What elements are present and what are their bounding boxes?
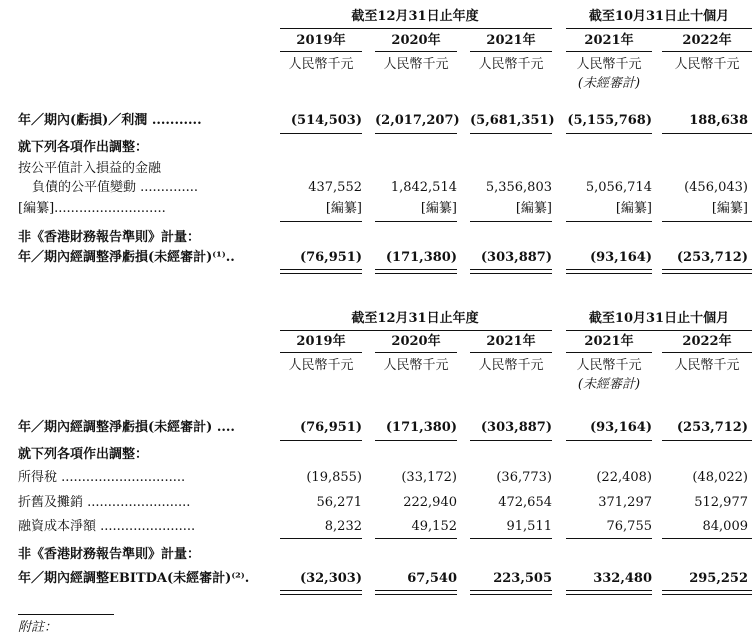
t2-row-rule: [280, 440, 362, 441]
t1-group-header-years: 截至12月31日止年度: [351, 9, 479, 24]
t1-row-rule: [375, 221, 457, 222]
t1-year-header: 2021年: [486, 33, 536, 48]
t1-row-label: [編纂]...........................: [18, 201, 166, 216]
t1-section-label: 非《香港財務報告準則》計量：: [18, 230, 201, 245]
t2-cell: 49,152: [411, 519, 457, 534]
t1-col-rule: [662, 51, 752, 52]
t2-cell: 371,297: [598, 495, 652, 510]
t1-year-header: 2022年: [682, 33, 732, 48]
t2-double-rule: [662, 590, 752, 591]
t1-cell: (93,164): [589, 250, 652, 265]
t1-row-rule: [470, 133, 552, 134]
t2-group-header-ten-months: 截至10月31日止十個月: [588, 311, 730, 326]
t2-row-rule: [375, 538, 457, 539]
t1-cell: [編纂]: [515, 201, 552, 216]
t2-cell: (48,022): [692, 470, 748, 485]
t1-cell: (303,887): [480, 250, 552, 265]
t1-row-label: 年／期內經調整淨虧損(未經審計)⁽¹⁾..: [18, 250, 235, 265]
t1-cell: (5,681,351): [470, 113, 555, 128]
t1-col-rule: [280, 51, 362, 52]
t1-row-rule: [662, 221, 752, 222]
t2-row-label: 年／期內經調整EBITDA(未經審計)⁽²⁾.: [18, 571, 250, 586]
t2-year-header: 2022年: [682, 334, 732, 349]
t2-double-rule: [375, 594, 457, 595]
t1-row-rule: [280, 133, 362, 134]
t1-unit-label: 人民幣千元: [383, 57, 449, 72]
t1-section-label: 就下列各項作出調整：: [18, 140, 149, 155]
t2-cell: (93,164): [589, 420, 652, 435]
t1-group-header-ten-months: 截至10月31日止十個月: [588, 9, 730, 24]
t2-unit-label: 人民幣千元: [576, 358, 642, 373]
t2-cell: 91,511: [506, 519, 552, 534]
t2-group-rule-years: [280, 330, 552, 331]
t2-group-rule-months: [566, 330, 752, 331]
t1-cell: 5,356,803: [485, 180, 552, 195]
t1-cell: (253,712): [676, 250, 748, 265]
t1-row-label: 按公平值計入損益的金融: [18, 161, 162, 176]
t1-cell: (171,380): [385, 250, 457, 265]
t1-unaudited-note: (未經審計): [577, 76, 641, 91]
t1-cell: (5,155,768): [567, 113, 652, 128]
footnote-separator: [18, 614, 114, 615]
t2-row-rule: [566, 538, 652, 539]
t2-col-rule: [662, 352, 752, 353]
t2-double-rule: [280, 594, 362, 595]
footnote-label: 附註：: [18, 620, 58, 635]
t1-double-rule: [566, 273, 652, 274]
t2-cell: 223,505: [493, 571, 552, 586]
t2-unaudited-note: (未經審計): [577, 377, 641, 392]
t2-unit-label: 人民幣千元: [383, 358, 449, 373]
t1-row-rule: [375, 133, 457, 134]
t2-cell: (19,855): [306, 470, 362, 485]
t2-year-header: 2019年: [296, 334, 346, 349]
t1-double-rule: [470, 269, 552, 270]
t1-cell: (456,043): [684, 180, 748, 195]
t1-row-rule: [566, 133, 652, 134]
t1-cell: 188,638: [689, 113, 748, 128]
t2-col-rule: [375, 352, 457, 353]
t2-cell: 222,940: [403, 495, 457, 510]
t2-group-header-years: 截至12月31日止年度: [351, 311, 479, 326]
t2-year-header: 2021年: [486, 334, 536, 349]
t2-cell: 472,654: [498, 495, 552, 510]
t1-row-label: 年／期內(虧損)／利潤 ...........: [18, 113, 202, 128]
t1-double-rule: [375, 269, 457, 270]
t2-row-rule: [662, 440, 752, 441]
t2-double-rule: [375, 590, 457, 591]
t2-row-rule: [566, 440, 652, 441]
t1-row-rule: [470, 221, 552, 222]
t2-row-rule: [470, 538, 552, 539]
t1-double-rule: [470, 273, 552, 274]
t2-cell: 84,009: [702, 519, 748, 534]
t1-cell: 437,552: [308, 180, 362, 195]
t1-double-rule: [375, 273, 457, 274]
t1-year-header: 2019年: [296, 33, 346, 48]
t1-cell: [編纂]: [711, 201, 748, 216]
t2-col-rule: [566, 352, 652, 353]
t1-col-rule: [375, 51, 457, 52]
t2-row-label: 所得稅 ..............................: [18, 470, 186, 485]
t2-double-rule: [280, 590, 362, 591]
t1-double-rule: [280, 273, 362, 274]
t2-row-label: 融資成本淨額 .......................: [18, 519, 196, 534]
t1-unit-label: 人民幣千元: [674, 57, 740, 72]
t2-double-rule: [470, 590, 552, 591]
t2-cell: 295,252: [689, 571, 748, 586]
t1-double-rule: [662, 269, 752, 270]
t1-cell: (76,951): [299, 250, 362, 265]
t2-cell: (33,172): [401, 470, 457, 485]
t2-cell: 76,755: [606, 519, 652, 534]
t2-double-rule: [566, 594, 652, 595]
t1-double-rule: [566, 269, 652, 270]
t2-cell: (253,712): [676, 420, 748, 435]
t1-year-header: 2021年: [584, 33, 634, 48]
t1-double-rule: [662, 273, 752, 274]
t1-cell: 5,056,714: [585, 180, 652, 195]
t2-row-label: 折舊及攤銷 .........................: [18, 495, 191, 510]
t1-cell: [編纂]: [615, 201, 652, 216]
t1-cell: (2,017,207): [375, 113, 460, 128]
t2-cell: (76,951): [299, 420, 362, 435]
t2-cell: (171,380): [385, 420, 457, 435]
t2-double-rule: [566, 590, 652, 591]
t1-unit-label: 人民幣千元: [288, 57, 354, 72]
t1-double-rule: [280, 269, 362, 270]
t2-col-rule: [470, 352, 552, 353]
t2-cell: (36,773): [496, 470, 552, 485]
t1-row-label: 負債的公平值變動 ..............: [32, 180, 198, 195]
t2-cell: (303,887): [480, 420, 552, 435]
t2-row-label: 年／期內經調整淨虧損(未經審計) ....: [18, 420, 235, 435]
t1-row-rule: [566, 221, 652, 222]
t2-row-rule: [280, 538, 362, 539]
t1-cell: (514,503): [290, 113, 362, 128]
t2-unit-label: 人民幣千元: [288, 358, 354, 373]
t2-cell: 512,977: [694, 495, 748, 510]
t1-col-rule: [566, 51, 652, 52]
t1-cell: 1,842,514: [390, 180, 457, 195]
t2-cell: 8,232: [324, 519, 362, 534]
t2-section-label: 非《香港財務報告準則》計量：: [18, 547, 201, 562]
t1-unit-label: 人民幣千元: [478, 57, 544, 72]
t2-cell: 67,540: [407, 571, 457, 586]
t2-cell: 332,480: [593, 571, 652, 586]
t2-unit-label: 人民幣千元: [478, 358, 544, 373]
t2-year-header: 2021年: [584, 334, 634, 349]
t2-cell: 56,271: [316, 495, 362, 510]
t2-row-rule: [470, 440, 552, 441]
t1-group-rule-years: [280, 28, 552, 29]
t2-double-rule: [662, 594, 752, 595]
t1-year-header: 2020年: [391, 33, 441, 48]
t2-col-rule: [280, 352, 362, 353]
t2-unit-label: 人民幣千元: [674, 358, 740, 373]
t2-cell: (32,303): [299, 571, 362, 586]
t1-group-rule-months: [566, 28, 752, 29]
t2-double-rule: [470, 594, 552, 595]
t1-col-rule: [470, 51, 552, 52]
t2-year-header: 2020年: [391, 334, 441, 349]
t1-unit-label: 人民幣千元: [576, 57, 642, 72]
t2-row-rule: [375, 440, 457, 441]
t1-row-rule: [280, 221, 362, 222]
t2-section-label: 就下列各項作出調整：: [18, 447, 149, 462]
t2-cell: (22,408): [596, 470, 652, 485]
t2-row-rule: [662, 538, 752, 539]
t1-cell: [編纂]: [325, 201, 362, 216]
t1-cell: [編纂]: [420, 201, 457, 216]
t1-row-rule: [662, 133, 752, 134]
